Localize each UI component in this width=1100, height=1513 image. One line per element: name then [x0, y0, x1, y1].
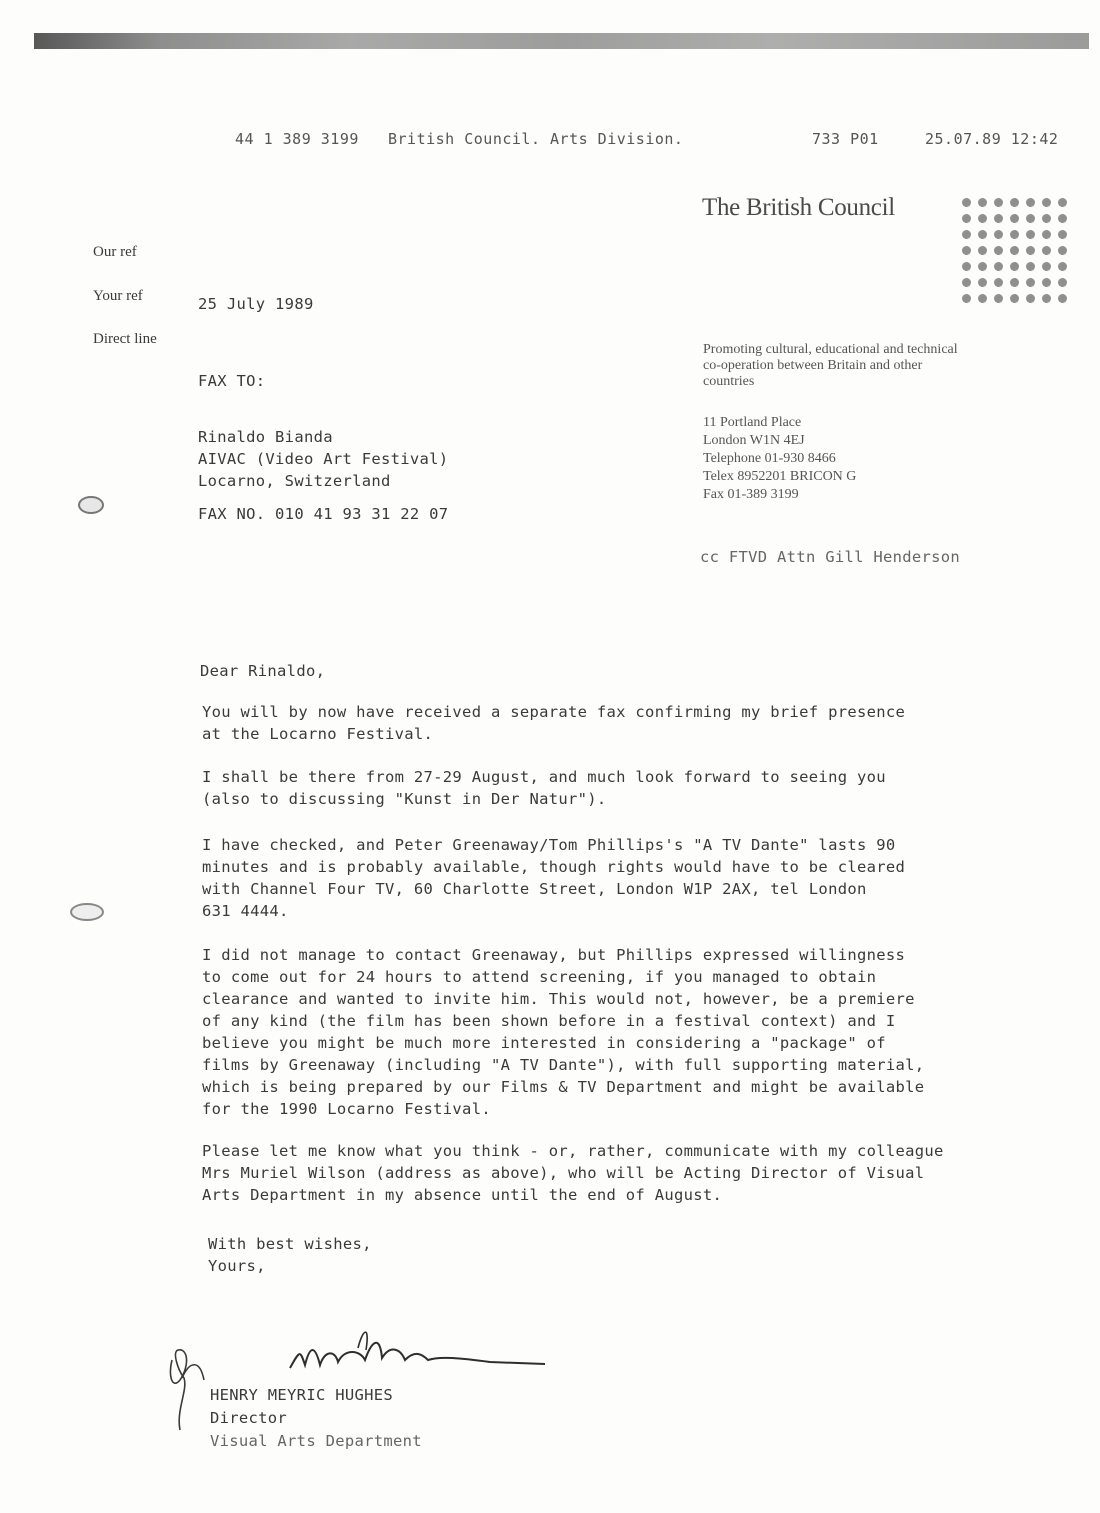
text-line: Arts Department in my absence until the end of August. — [202, 1186, 723, 1204]
logo-dot — [1010, 214, 1019, 223]
recipient-name: Rinaldo Bianda — [198, 428, 333, 446]
logo-dot — [1058, 214, 1067, 223]
punch-hole-icon — [70, 903, 104, 921]
logo-dot — [1010, 294, 1019, 303]
logo-dot — [1026, 294, 1035, 303]
logo-dot — [978, 214, 987, 223]
address-line: 11 Portland Place — [703, 415, 802, 430]
logo-dot — [978, 230, 987, 239]
logo-dot — [1010, 198, 1019, 207]
logo-dot — [1058, 198, 1067, 207]
logo-dot — [1026, 230, 1035, 239]
logo-dot — [1042, 262, 1051, 271]
text-line: of any kind (the film has been shown before in a festival context) and I — [202, 1012, 896, 1030]
logo-dot — [978, 246, 987, 255]
signatory-title: Director — [210, 1409, 288, 1427]
logo-dot — [1058, 294, 1067, 303]
text-line: at the Locarno Festival. — [202, 725, 434, 743]
logo-dot — [994, 198, 1003, 207]
logo-dot — [1010, 278, 1019, 287]
logo-dot — [994, 230, 1003, 239]
fax-transmission-bar — [34, 33, 1089, 49]
fax-header-number: 44 1 389 3199 — [235, 130, 359, 148]
text-line: clearance and wanted to invite him. This would not, however, be a premiere — [202, 990, 915, 1008]
text-line: films by Greenaway (including "A TV Dante"), with full supporting material, — [202, 1056, 925, 1074]
text-line: with Channel Four TV, 60 Charlotte Street, London W1P 2AX, tel London — [202, 880, 867, 898]
logo-dot — [962, 294, 971, 303]
text-line: (also to discussing "Kunst in Der Natur"). — [202, 790, 607, 808]
logo-dot — [1058, 246, 1067, 255]
logo-dot — [962, 278, 971, 287]
logo-dot — [994, 246, 1003, 255]
closing-line: With best wishes, — [208, 1235, 372, 1253]
logo-dot — [1042, 294, 1051, 303]
cc-line: cc FTVD Attn Gill Henderson — [700, 548, 961, 566]
logo-dot — [1026, 262, 1035, 271]
our-ref-label: Our ref — [93, 244, 137, 260]
logo-dot — [994, 278, 1003, 287]
fax-header-page-code: 733 P01 — [812, 130, 879, 148]
logo-dot — [1058, 278, 1067, 287]
logo-dot — [1010, 230, 1019, 239]
paragraph-4 — [202, 944, 1022, 1120]
paragraph-2 — [202, 766, 1022, 810]
signatory-department: Visual Arts Department — [210, 1432, 422, 1450]
organization-address — [703, 414, 856, 504]
direct-line-label: Direct line — [93, 331, 157, 347]
british-council-logo-icon — [962, 198, 1076, 316]
logo-dot — [1010, 262, 1019, 271]
signatory-name: HENRY MEYRIC HUGHES — [210, 1386, 394, 1404]
logo-dot — [1058, 262, 1067, 271]
punch-hole-icon — [78, 496, 104, 514]
logo-dot — [1026, 278, 1035, 287]
text-line: I shall be there from 27-29 August, and much look forward to seeing you — [202, 768, 886, 786]
text-line: Mrs Muriel Wilson (address as above), who will be Acting Director of Visual — [202, 1164, 925, 1182]
fax-header-sender: British Council. Arts Division. — [388, 130, 684, 148]
logo-dot — [1042, 230, 1051, 239]
logo-dot — [962, 262, 971, 271]
logo-dot — [1026, 198, 1035, 207]
logo-dot — [1026, 214, 1035, 223]
logo-dot — [1042, 278, 1051, 287]
salutation: Dear Rinaldo, — [200, 662, 326, 680]
letter-date: 25 July 1989 — [198, 295, 314, 313]
closing — [208, 1233, 372, 1277]
logo-dot — [978, 278, 987, 287]
logo-dot — [1058, 230, 1067, 239]
logo-dot — [994, 294, 1003, 303]
text-line: which is being prepared by our Films & TV Department and might be available — [202, 1078, 925, 1096]
logo-dot — [962, 246, 971, 255]
logo-dot — [1010, 246, 1019, 255]
text-line: minutes and is probably available, though rights would have to be cleared — [202, 858, 906, 876]
address-line: Telex 8952201 BRICON G — [703, 469, 857, 484]
logo-dot — [978, 198, 987, 207]
fax-header-datetime: 25.07.89 12:42 — [925, 130, 1059, 148]
recipient-location: Locarno, Switzerland — [198, 472, 391, 490]
text-line: I did not manage to contact Greenaway, but Phillips expressed willingness — [202, 946, 906, 964]
text-line: I have checked, and Peter Greenaway/Tom Phillips's "A TV Dante" lasts 90 — [202, 836, 896, 854]
logo-dot — [962, 198, 971, 207]
your-ref-label: Your ref — [93, 288, 143, 304]
recipient-organization: AIVAC (Video Art Festival) — [198, 450, 449, 468]
logo-dot — [978, 262, 987, 271]
paragraph-1 — [202, 701, 1022, 745]
address-line: London W1N 4EJ — [703, 433, 805, 448]
logo-dot — [1042, 246, 1051, 255]
logo-dot — [994, 214, 1003, 223]
logo-dot — [962, 230, 971, 239]
paragraph-5 — [202, 1140, 1022, 1206]
address-line: Telephone 01-930 8466 — [703, 451, 836, 466]
closing-line: Yours, — [208, 1257, 266, 1275]
organization-name: The British Council — [702, 194, 895, 221]
text-line: 631 4444. — [202, 902, 289, 920]
text-line: for the 1990 Locarno Festival. — [202, 1100, 491, 1118]
organization-tagline: Promoting cultural, educational and technical co-operation between Britain and other countries — [703, 342, 958, 389]
text-line: You will by now have received a separate fax confirming my brief presence — [202, 703, 906, 721]
logo-dot — [1042, 198, 1051, 207]
logo-dot — [994, 262, 1003, 271]
fax-to-label: FAX TO: — [198, 372, 266, 390]
text-line: believe you might be much more interested in considering a "package" of — [202, 1034, 886, 1052]
text-line: Please let me know what you think - or, rather, communicate with my colleague — [202, 1142, 944, 1160]
recipient-fax-number: FAX NO. 010 41 93 31 22 07 — [198, 505, 449, 523]
logo-dot — [1026, 246, 1035, 255]
address-line: Fax 01-389 3199 — [703, 487, 799, 502]
logo-dot — [962, 214, 971, 223]
logo-dot — [1042, 214, 1051, 223]
paragraph-3 — [202, 834, 1022, 922]
logo-dot — [978, 294, 987, 303]
text-line: to come out for 24 hours to attend screening, if you managed to obtain — [202, 968, 877, 986]
